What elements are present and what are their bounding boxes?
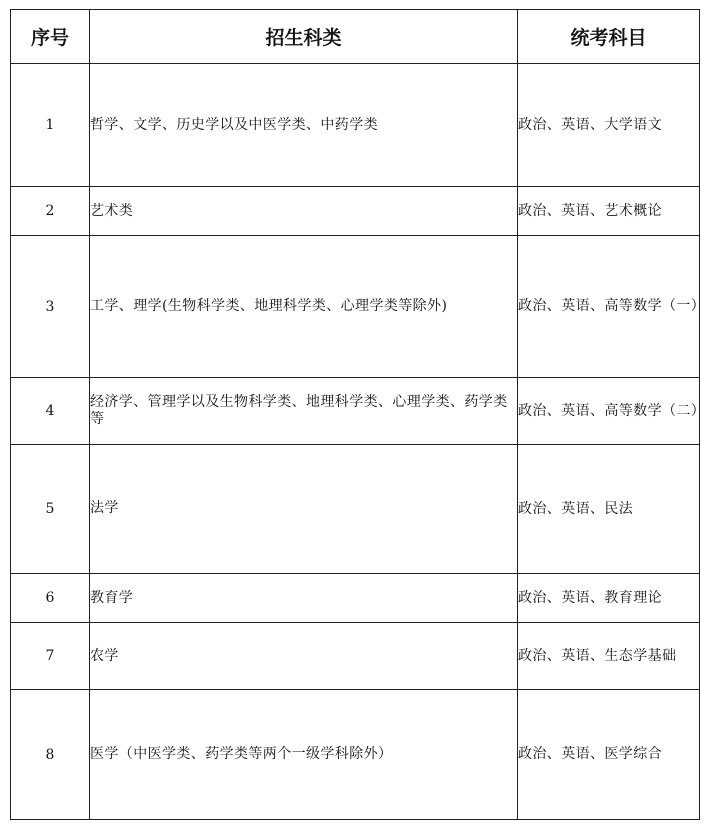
table-row — [11, 574, 700, 623]
table-row — [11, 623, 700, 690]
row-number: 2 — [11, 187, 90, 236]
row-category: 经济学、管理学以及生物科学类、地理科学类、心理学类、药学类等 — [90, 378, 518, 445]
row-category: 法学 — [90, 445, 518, 574]
table-header-row — [11, 10, 700, 64]
exam-subjects-table — [10, 9, 706, 820]
row-subjects: 政治、英语、医学综合 — [518, 690, 700, 820]
row-number: 7 — [11, 623, 90, 690]
table-row — [11, 236, 700, 378]
row-category: 医学（中医学类、药学类等两个一级学科除外） — [90, 690, 518, 820]
row-subjects: 政治、英语、民法 — [518, 445, 700, 574]
row-number: 5 — [11, 445, 90, 574]
row-subjects: 政治、英语、生态学基础 — [518, 623, 700, 690]
header-subjects: 统考科目 — [518, 10, 700, 64]
row-subjects: 政治、英语、高等数学（一） — [518, 236, 700, 378]
table-row — [11, 64, 700, 187]
header-category: 招生科类 — [90, 10, 518, 64]
row-category: 艺术类 — [90, 187, 518, 236]
table-row — [11, 378, 700, 445]
row-number: 6 — [11, 574, 90, 623]
row-number: 1 — [11, 64, 90, 187]
row-subjects: 政治、英语、艺术概论 — [518, 187, 700, 236]
row-subjects: 政治、英语、大学语文 — [518, 64, 700, 187]
row-category: 哲学、文学、历史学以及中医学类、中药学类 — [90, 64, 518, 187]
row-category: 农学 — [90, 623, 518, 690]
header-number: 序号 — [11, 10, 90, 64]
row-category: 工学、理学(生物科学类、地理科学类、心理学类等除外) — [90, 236, 518, 378]
row-subjects: 政治、英语、教育理论 — [518, 574, 700, 623]
table-row — [11, 187, 700, 236]
row-number: 3 — [11, 236, 90, 378]
row-number: 4 — [11, 378, 90, 445]
row-category: 教育学 — [90, 574, 518, 623]
table-row — [11, 690, 700, 820]
row-number: 8 — [11, 690, 90, 820]
row-subjects: 政治、英语、高等数学（二） — [518, 378, 700, 445]
table-row — [11, 445, 700, 574]
